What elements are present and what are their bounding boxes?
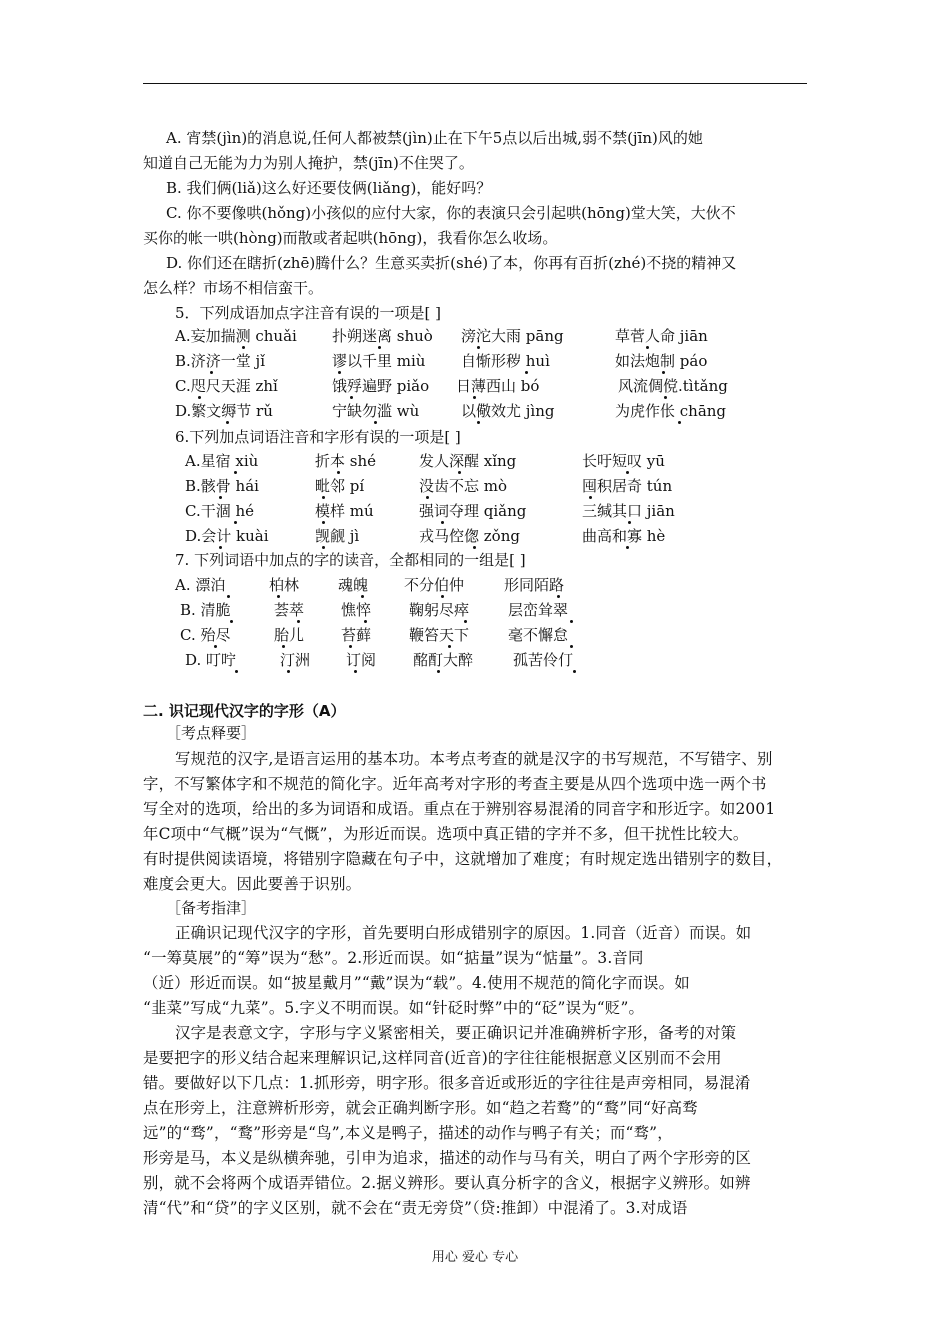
emphasis-dot	[198, 396, 201, 399]
q7-a-1: A. 漂泊	[175, 576, 226, 594]
para2-line: “一筹莫展”的“筹”误为“愁”。2.形近而误。如“掂量”误为“惦量”。3.音同	[143, 949, 644, 967]
emphasis-dot	[426, 496, 429, 499]
para2-line: （近）形近而误。如“披星戴月”“戴”误为“载”。4.使用不规范的简化字而误。如	[143, 974, 690, 992]
page-footer: 用心 爱心 专心	[431, 1250, 519, 1265]
emphasis-dot	[361, 595, 364, 598]
q4-option-c-line2: 买你的帐一哄(hòng)而散或者起哄(hōng)，我看你怎么收场。	[143, 229, 558, 247]
para1-line: 难度会更大。因此要善于识别。	[143, 875, 362, 893]
q7-a-5: 形同陌路	[504, 576, 565, 594]
q5-a-1: A.妄加揣测 chuǎi	[175, 327, 297, 345]
q7-b-5: 层峦耸翠	[508, 601, 569, 619]
emphasis-dot	[589, 496, 592, 499]
q7-b-1: B. 清脆	[180, 601, 231, 619]
q4-option-d-line1: D. 你们还在瞎折(zhē)腾什么？生意买卖折(shé)了本，你再有百折(zhé)不挠的精神又	[166, 254, 737, 272]
q7-d-3: 订阅	[346, 651, 377, 669]
emphasis-dot	[448, 645, 451, 648]
para1-line: 年C项中“气概”误为“气慨”，为形近而误。选项中真正错的字并不多，但干扰性比较大。	[143, 825, 749, 843]
q4-option-d-line2: 怎么样？市场不相信蛮干。	[143, 279, 324, 297]
emphasis-dot	[570, 620, 573, 623]
q5-c-4: 风流倜傥.tìtǎng	[618, 377, 728, 395]
q5-a-2: 扑朔迷离 shuò	[332, 327, 433, 345]
q6-c-1: C.干涸 hé	[185, 502, 255, 520]
q5-b-2: 谬以千里 miù	[332, 352, 426, 370]
q7-a-4: 不分伯仲	[404, 576, 465, 594]
emphasis-dot	[477, 421, 480, 424]
q7-b-4: 鞠躬尽瘁	[409, 601, 470, 619]
emphasis-dot	[210, 371, 213, 374]
emphasis-dot	[350, 396, 353, 399]
emphasis-dot	[354, 670, 357, 673]
q7-c-2: 胎儿	[274, 626, 305, 644]
emphasis-dot	[664, 396, 667, 399]
emphasis-dot	[570, 645, 573, 648]
para3-line: 错。要做好以下几点：1.抓形旁，明字形。很多音近或形近的字往往是声旁相同，易混淆	[143, 1074, 751, 1092]
q6-a-3: 发人深醒 xǐng	[419, 452, 517, 470]
q7-c-5: 毫不懈怠	[508, 626, 569, 644]
q5-d-2: 宁缺勿滥 wù	[332, 402, 420, 420]
label-exam-guide: ［备考指津］	[166, 899, 257, 917]
q7-c-3: 苔藓	[341, 626, 372, 644]
para3-line: 远”的“骛”，“鹜”形旁是“鸟”,本义是鸭子，描述的动作与鸭子有关；而“骛”，	[143, 1124, 673, 1142]
q5-c-1: C.咫尺天涯 zhǐ	[175, 377, 278, 395]
emphasis-dot	[219, 496, 222, 499]
emphasis-dot	[441, 595, 444, 598]
para3-line: 点在形旁上，注意辨析形旁，就会正确判断字形。如“趋之若鹜”的“鹜”同“好高骛	[143, 1099, 698, 1117]
emphasis-dot	[322, 496, 325, 499]
q5-b-3: 自惭形秽 huì	[461, 352, 550, 370]
q7-d-4: 酩酊大醉	[413, 651, 474, 669]
emphasis-dot	[349, 645, 352, 648]
emphasis-dot	[374, 421, 377, 424]
emphasis-dot	[364, 620, 367, 623]
emphasis-dot	[646, 346, 649, 349]
q5-c-3: 日薄西山 bó	[456, 377, 540, 395]
emphasis-dot	[322, 521, 325, 524]
q5-c-2: 饿殍遍野 piǎo	[332, 377, 430, 395]
emphasis-dot	[219, 546, 222, 549]
emphasis-dot	[473, 396, 476, 399]
q5-a-3: 滂沱大雨 pāng	[461, 327, 564, 345]
emphasis-dot	[626, 471, 629, 474]
q6-a-4: 长吁短叹 yū	[582, 452, 665, 470]
emphasis-dot	[662, 371, 665, 374]
emphasis-dot	[338, 371, 341, 374]
q7-c-4: 鞭笞天下	[409, 626, 470, 644]
para1-line: 有时提供阅读语境，将错别字隐藏在句子中，这就增加了难度；有时规定选出错别字的数目，	[143, 850, 783, 868]
emphasis-dot	[242, 346, 245, 349]
emphasis-dot	[322, 546, 325, 549]
q7-b-3: 憔悴	[341, 601, 372, 619]
emphasis-dot	[277, 595, 280, 598]
emphasis-dot	[626, 546, 629, 549]
para3-line: 是要把字的形义结合起来理解识记,这样同音(近音)的字往往能根据意义区别而不会用	[143, 1049, 722, 1067]
emphasis-dot	[287, 670, 290, 673]
q4-option-a-line1: A. 宵禁(jìn)的消息说,任何人都被禁(jìn)止在下午5点以后出城,弱不禁(jīn)风的她	[166, 129, 703, 147]
q6-d-1: D.会计 kuài	[185, 527, 269, 545]
q6-a-1: A.星宿 xiù	[185, 452, 259, 470]
emphasis-dot	[235, 670, 238, 673]
q6-d-3: 戎马倥偬 zǒng	[419, 527, 520, 545]
q6-d-2: 觊觎 jì	[315, 527, 360, 545]
header-rule	[143, 83, 807, 84]
label-key-points: ［考点释要］	[166, 724, 257, 742]
para1-line: 写规范的汉字,是语言运用的基本功。本考点考查的就是汉字的书写规范，不写错字、别	[175, 750, 773, 768]
emphasis-dot	[473, 546, 476, 549]
emphasis-dot	[234, 471, 237, 474]
q7-a-3: 魂魄	[338, 576, 369, 594]
q5-b-1: B.济济一堂 jǐ	[175, 352, 266, 370]
q6-b-2: 毗邻 pí	[315, 477, 365, 495]
q6-a-2: 折本 shé	[315, 452, 377, 470]
para1-line: 字，不写繁体字和不规范的简化字。近年高考对字形的考查主要是从四个选项中选一两个书	[143, 775, 767, 793]
q5-d-3: 以儆效尤 jìng	[461, 402, 555, 420]
q5-a-4: 草菅人命 jiān	[615, 327, 708, 345]
emphasis-dot	[214, 645, 217, 648]
para3-line: 形旁是马，本义是纵横奔驰，引申为追求，描述的动作与马有关，明白了两个字形旁的区	[143, 1149, 752, 1167]
q5-stem: 5．下列成语加点字注音有误的一项是[ ]	[175, 304, 442, 322]
para2-line: 正确识记现代汉字的字形，首先要明白形成错别字的原因。1.同音（近音）而误。如	[175, 924, 752, 942]
q5-b-4: 如法炮制 páo	[615, 352, 708, 370]
emphasis-dot	[628, 521, 631, 524]
emphasis-dot	[227, 595, 230, 598]
para3-line: 汉字是表意文字，字形与字义紧密相关，要正确识记并准确辨析字形，备考的对策	[175, 1024, 737, 1042]
q6-d-4: 曲高和寡 hè	[582, 527, 666, 545]
emphasis-dot	[441, 521, 444, 524]
emphasis-dot	[337, 471, 340, 474]
emphasis-dot	[234, 521, 237, 524]
emphasis-dot	[437, 670, 440, 673]
q5-d-4: 为虎作伥 chāng	[615, 402, 727, 420]
emphasis-dot	[458, 471, 461, 474]
q7-a-2: 柏林	[269, 576, 300, 594]
q4-option-b: B. 我们俩(liǎ)这么好还要伎俩(liǎng)，能好吗？	[166, 179, 492, 197]
emphasis-dot	[230, 620, 233, 623]
q6-c-2: 模样 mú	[315, 502, 374, 520]
q6-c-3: 强词夺理 qiǎng	[419, 502, 527, 520]
para3-line: 别，就不会将两个成语弄错位。2.据义辨形。要认真分析字的含义，根据字义辨形。如辨	[143, 1174, 751, 1192]
q7-d-1: D. 叮咛	[185, 651, 237, 669]
q7-d-2: 汀洲	[280, 651, 311, 669]
q6-b-3: 没齿不忘 mò	[419, 477, 508, 495]
para1-line: 写全对的选项，给出的多为词语和成语。重点在于辨别容易混淆的同音字和形近字。如2001	[143, 800, 776, 818]
emphasis-dot	[678, 421, 681, 424]
q7-d-5: 孤苦伶仃	[513, 651, 574, 669]
emphasis-dot	[378, 346, 381, 349]
q4-option-c-line1: C. 你不要像哄(hǒng)小孩似的应付大家，你的表演只会引起哄(hōng)堂大笑，大伙不	[166, 204, 736, 222]
emphasis-dot	[573, 670, 576, 673]
emphasis-dot	[525, 371, 528, 374]
q7-stem: 7. 下列词语中加点的字的读音，全都相同的一组是[ ]	[175, 551, 526, 569]
emphasis-dot	[297, 620, 300, 623]
emphasis-dot	[464, 620, 467, 623]
q7-c-1: C. 殆尽	[180, 626, 231, 644]
emphasis-dot	[282, 645, 285, 648]
q6-stem: 6.下列加点词语注音和字形有误的一项是[ ]	[175, 428, 461, 446]
q6-b-1: B.骸骨 hái	[185, 477, 259, 495]
emphasis-dot	[557, 595, 560, 598]
para2-line: “韭菜”写成“九菜”。5.字义不明而误。如“针砭时弊”中的“砭”误为“贬”。	[143, 999, 645, 1017]
q7-b-2: 荟萃	[274, 601, 305, 619]
emphasis-dot	[477, 346, 480, 349]
emphasis-dot	[226, 421, 229, 424]
section-heading: 二. 识记现代汉字的字形（A）	[143, 702, 346, 720]
q4-option-a-line2: 知道自己无能为力为别人掩护，禁(jīn)不住哭了。	[143, 154, 474, 172]
q6-c-4: 三缄其口 jiān	[582, 502, 675, 520]
q5-d-1: D.繁文缛节 rǔ	[175, 402, 273, 420]
q6-b-4: 囤积居奇 tún	[582, 477, 673, 495]
para3-line: 清“代”和“贷”的字义区别，就不会在“责无旁贷”（贷:推卸）中混淆了。3.对成语	[143, 1199, 688, 1217]
